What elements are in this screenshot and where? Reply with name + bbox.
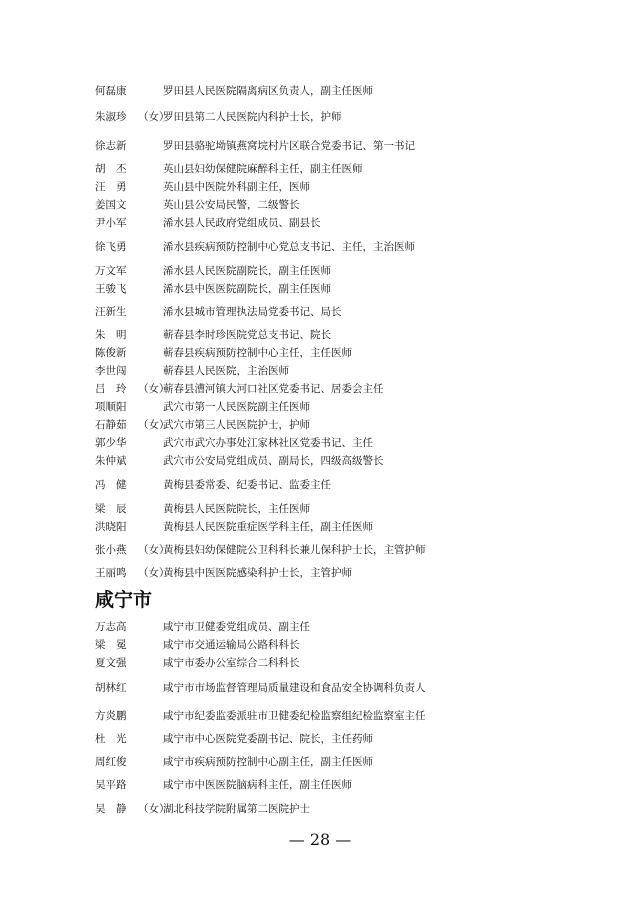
person-title: 蕲春县疾病预防控制中心主任，主任医师 (163, 347, 352, 359)
person-name: 杜 光 (95, 733, 127, 745)
person-title: 咸宁市中医医院脑病科主任，副主任医师 (163, 779, 352, 791)
person-title: 英山县中医院外科副主任，医师 (163, 181, 310, 193)
person-name: 汪新生 (95, 306, 127, 318)
person-name: 吴 静 (95, 803, 127, 815)
person-name: 吕 玲 (95, 383, 127, 395)
person-name: 朱淑珍 (95, 111, 127, 123)
person-title: 英山县妇幼保健院麻醉科主任，副主任医师 (163, 163, 363, 175)
person-title: 咸宁市卫健委党组成员、副主任 (163, 621, 310, 633)
person-name: 万文军 (95, 265, 127, 277)
person-title: 咸宁市疾病预防控制中心副主任，副主任医师 (163, 756, 373, 768)
person-gender: （女） (138, 544, 170, 556)
person-title: 黄梅县人民医院院长，主任医师 (163, 503, 310, 515)
person-title: 浠水县中医医院副院长，副主任医师 (163, 283, 331, 295)
person-title: 咸宁市中心医院党委副书记、院长，主任药师 (163, 733, 373, 745)
person-title: 浠水县人民政府党组成员、副县长 (163, 217, 321, 229)
person-title: 咸宁市纪委监委派驻市卫健委纪检监察组纪检监察室主任 (163, 710, 426, 722)
person-name: 洪晓阳 (95, 521, 127, 533)
person-title: 咸宁市委办公室综合二科科长 (163, 657, 300, 669)
person-title: 罗田县人民医院隔离病区负责人，副主任医师 (163, 85, 373, 97)
person-name: 郭少华 (95, 437, 127, 449)
person-gender: （女） (138, 419, 170, 431)
person-name: 石静茹 (95, 419, 127, 431)
person-name: 朱 明 (95, 329, 127, 341)
person-name: 姜国文 (95, 199, 127, 211)
person-name: 梁 辰 (95, 503, 127, 515)
person-name: 胡林红 (95, 682, 127, 694)
person-name: 冯 健 (95, 479, 127, 491)
person-title: 湖北科技学院附属第二医院护士 (163, 803, 310, 815)
person-title: 武穴市公安局党组成员、副局长，四级高级警长 (163, 455, 384, 467)
person-name: 方炎鹏 (95, 710, 127, 722)
page-number: — 28 — (288, 830, 352, 849)
person-name: 梁 冕 (95, 639, 127, 651)
person-name: 徐志新 (95, 140, 127, 152)
person-title: 蕲春县人民医院，主治医师 (163, 365, 289, 377)
person-title: 咸宁市交通运输局公路科科长 (163, 639, 300, 651)
person-name: 尹小军 (95, 217, 127, 229)
person-gender: （女） (138, 111, 170, 123)
person-name: 万志高 (95, 621, 127, 633)
person-name: 汪 勇 (95, 181, 127, 193)
person-name: 陈俊新 (95, 347, 127, 359)
person-name: 何磊康 (95, 85, 127, 97)
person-name: 吴平路 (95, 779, 127, 791)
person-title: 黄梅县中医医院感染科护士长，主管护师 (163, 567, 352, 579)
person-title: 蕲春县李时珍医院党总支书记、院长 (163, 329, 331, 341)
person-name: 李世闯 (95, 365, 127, 377)
person-title: 浠水县疾病预防控制中心党总支书记、主任，主治医师 (163, 241, 415, 253)
person-title: 浠水县城市管理执法局党委书记、局长 (163, 306, 342, 318)
person-name: 王骏飞 (95, 283, 127, 295)
person-name: 王丽鸣 (95, 567, 127, 579)
person-name: 张小燕 (95, 544, 127, 556)
person-gender: （女） (138, 803, 170, 815)
person-title: 蕲春县漕河镇大河口社区党委书记、居委会主任 (163, 383, 384, 395)
person-title: 罗田县骆驼坳镇燕窝垸村片区联合党委书记、第一书记 (163, 140, 415, 152)
person-title: 武穴市第一人民医院副主任医师 (163, 401, 310, 413)
person-title: 英山县公安局民警，二级警长 (163, 199, 300, 211)
person-title: 黄梅县人民医院重症医学科主任，副主任医师 (163, 521, 373, 533)
person-title: 罗田县第二人民医院内科护士长，护师 (163, 111, 342, 123)
person-name: 项顺阳 (95, 401, 127, 413)
person-name: 胡 丕 (95, 163, 127, 175)
person-name: 周红俊 (95, 756, 127, 768)
person-name: 夏文强 (95, 657, 127, 669)
person-name: 朱仲斌 (95, 455, 127, 467)
person-title: 黄梅县委常委、纪委书记、监委主任 (163, 479, 331, 491)
person-title: 武穴市武穴办事处江家林社区党委书记、主任 (163, 437, 373, 449)
person-title: 浠水县人民医院副院长，副主任医师 (163, 265, 331, 277)
person-gender: （女） (138, 567, 170, 579)
person-name: 徐飞勇 (95, 241, 127, 253)
person-title: 武穴市第三人民医院护士，护师 (163, 419, 310, 431)
person-title: 咸宁市市场监督管理局质量建设和食品安全协调科负责人 (163, 682, 426, 694)
person-gender: （女） (138, 383, 170, 395)
person-title: 黄梅县妇幼保健院公卫科科长兼儿保科护士长，主管护师 (163, 544, 426, 556)
section-heading: 咸宁市 (95, 589, 153, 611)
